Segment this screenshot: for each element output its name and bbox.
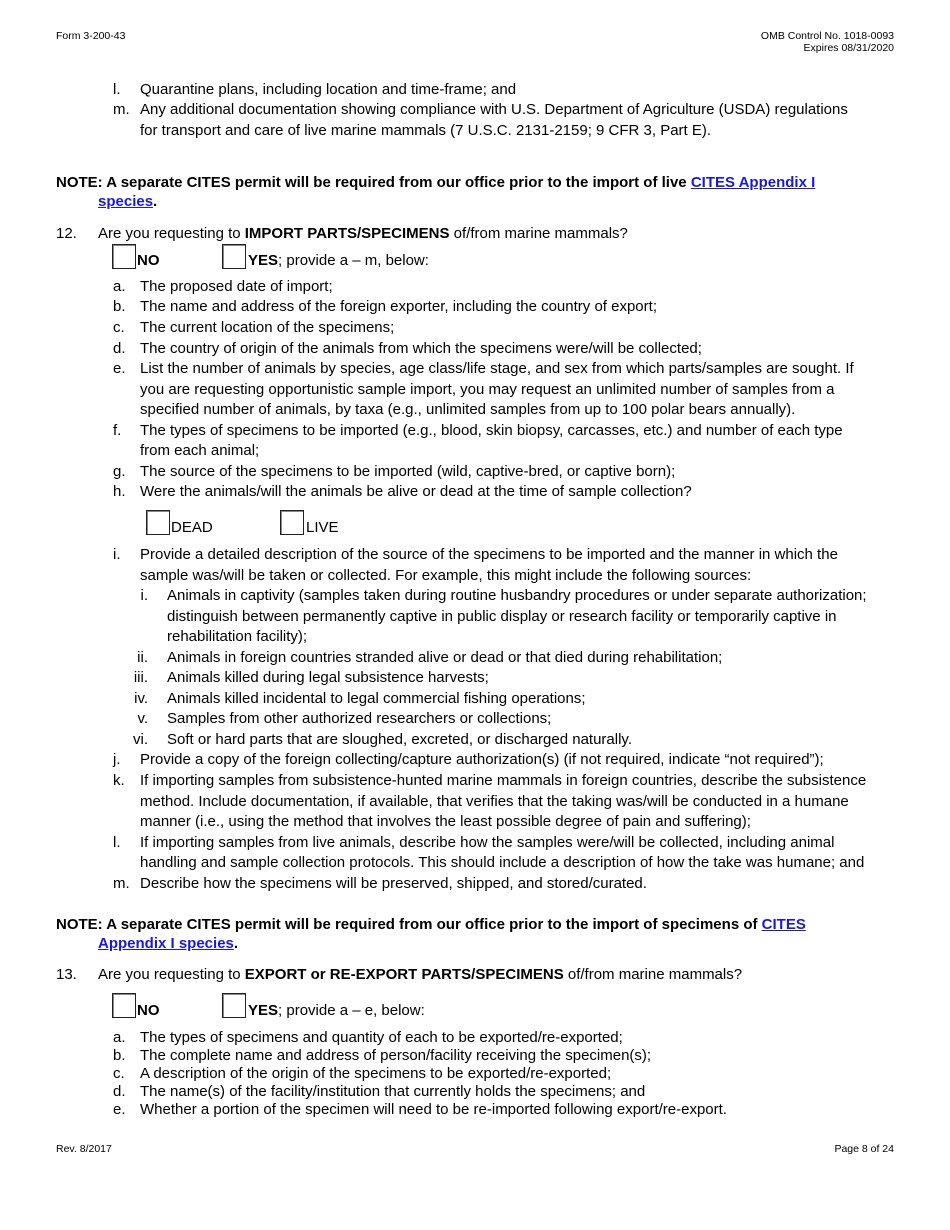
list-item-text: from each animal; — [140, 442, 260, 459]
list-item-text: The source of the specimens to be imported (wild, captive-bred, or captive born); — [140, 463, 676, 480]
sub-item-label: v. — [137, 710, 148, 727]
q12-no-checkbox[interactable] — [112, 244, 136, 269]
list-item-label: b. — [113, 1047, 126, 1064]
sub-item-text: Samples from other authorized researchers or collections; — [167, 710, 552, 727]
list-item-label: l. — [113, 834, 121, 851]
list-item-label: c. — [113, 1065, 125, 1082]
list-item-text: The complete name and address of person/facility receiving the specimen(s); — [140, 1047, 652, 1064]
list-item-label: m. — [113, 875, 130, 892]
sub-item-text: rehabilitation facility); — [167, 628, 308, 645]
sub-item-text: Animals killed incidental to legal commercial fishing operations; — [167, 690, 586, 707]
list-item-text: Provide a detailed description of the source of the specimens to be imported and the manner in which the — [140, 546, 838, 563]
q13-no-label: NO — [137, 1002, 160, 1019]
q13-yes-label: YES; provide a – e, below: — [248, 1002, 425, 1019]
sub-item-text: distinguish between permanently captive in public display or research facility or temporarily captive in — [167, 608, 837, 625]
list-item-label: m. — [113, 101, 130, 118]
list-item-text: The name(s) of the facility/institution that currently holds the specimens; and — [140, 1083, 646, 1100]
list-item-label: c. — [113, 319, 125, 336]
list-item-label: h. — [113, 483, 126, 500]
list-item-text: The name and address of the foreign exporter, including the country of export; — [140, 298, 657, 315]
list-item-label: e. — [113, 360, 126, 377]
list-item-text: The proposed date of import; — [140, 278, 333, 295]
list-item-text: Describe how the specimens will be preserved, shipped, and stored/curated. — [140, 875, 647, 892]
question-13-text: Are you requesting to EXPORT or RE-EXPORT PARTS/SPECIMENS of/from marine mammals? — [98, 966, 743, 983]
sub-item-label: ii. — [137, 649, 148, 666]
list-item-label: d. — [113, 1083, 126, 1100]
list-item-label: b. — [113, 298, 126, 315]
list-item-text: The types of specimens to be imported (e.g., blood, skin biopsy, carcasses, etc.) and number of each type — [140, 422, 843, 439]
omb-control-number: OMB Control No. 1018-0093 — [760, 30, 894, 42]
list-item-text: Whether a portion of the specimen will need to be re-imported following export/re-export. — [140, 1101, 727, 1118]
list-item-text: Any additional documentation showing compliance with U.S. Department of Agriculture (USDA) regulations — [140, 101, 848, 118]
list-item-text: Quarantine plans, including location and time-frame; and — [140, 81, 517, 98]
cites-note-continued: Appendix I species. — [98, 935, 239, 952]
list-item-text: A description of the origin of the specimens to be exported/re-exported; — [140, 1065, 612, 1082]
question-12-text: Are you requesting to IMPORT PARTS/SPECIMENS of/from marine mammals? — [98, 225, 628, 242]
list-item-label: i. — [113, 546, 121, 563]
q12-yes-checkbox[interactable] — [222, 244, 246, 269]
revision-date: Rev. 8/2017 — [56, 1143, 112, 1155]
sub-item-label: iv. — [134, 690, 148, 707]
q12-no-label: NO — [137, 252, 160, 269]
list-item-label: j. — [113, 751, 121, 768]
cites-species-link[interactable]: species — [98, 193, 154, 210]
dead-checkbox[interactable] — [146, 510, 170, 535]
sub-item-label: i. — [140, 587, 148, 604]
list-item-label: l. — [113, 81, 121, 98]
sub-item-label: vi. — [133, 731, 148, 748]
list-item-text: handling and sample collection protocols. This should include a description of how the take was humane; and — [140, 854, 865, 871]
sub-item-text: Animals in foreign countries stranded alive or dead or that died during rehabilitation; — [167, 649, 723, 666]
list-item-label: a. — [113, 278, 126, 295]
list-item-text: for transport and care of live marine mammals (7 U.S.C. 2131-2159; 9 CFR 3, Part E). — [140, 122, 712, 139]
question-number: 13. — [56, 966, 77, 983]
form-number: Form 3-200-43 — [56, 30, 126, 42]
live-label: LIVE — [306, 519, 339, 536]
q12-yes-label: YES; provide a – m, below: — [248, 252, 429, 269]
list-item-text: manner (i.e., using the method that involves the least possible degree of pain and suffering); — [140, 813, 751, 830]
list-item-text: If importing samples from live animals, describe how the samples were/will be collected, including animal — [140, 834, 835, 851]
cites-note-continued: species. — [98, 193, 158, 210]
list-item-label: k. — [113, 772, 125, 789]
list-item-text: specified number of animals, by taxa (e.g., unlimited samples from up to 100 polar bears annually). — [140, 401, 796, 418]
list-item-text: method. Include documentation, if available, that verifies that the taking was/will be conducted in a humane — [140, 793, 849, 810]
dead-label: DEAD — [171, 519, 213, 536]
sub-item-text: Soft or hard parts that are sloughed, excreted, or discharged naturally. — [167, 731, 632, 748]
cites-note: NOTE: A separate CITES permit will be required from our office prior to the import of specimens of CITES — [56, 916, 806, 933]
page-number: Page 8 of 24 — [834, 1143, 894, 1155]
cites-appendix-link[interactable]: CITES Appendix I — [690, 174, 816, 191]
sub-item-text: Animals in captivity (samples taken during routine husbandry procedures or under separate authorization; — [167, 587, 867, 604]
cites-appendix-species-link[interactable]: Appendix I species — [98, 935, 234, 952]
list-item-text: List the number of animals by species, age class/life stage, and sex from which parts/samples are sought. If — [140, 360, 854, 377]
cites-link[interactable]: CITES — [761, 916, 806, 933]
sub-item-label: iii. — [133, 669, 148, 686]
list-item-text: The country of origin of the animals from which the specimens were/will be collected; — [140, 340, 702, 357]
q13-yes-checkbox[interactable] — [222, 993, 246, 1018]
cites-note: NOTE: A separate CITES permit will be required from our office prior to the import of live CITES Appendix I — [56, 174, 816, 191]
list-item-label: g. — [113, 463, 126, 480]
list-item-text: The types of specimens and quantity of each to be exported/re-exported; — [140, 1029, 623, 1046]
list-item-text: Provide a copy of the foreign collecting/capture authorization(s) (if not required, indicate “not required”); — [140, 751, 824, 768]
list-item-label: f. — [113, 422, 122, 439]
list-item-text: you are requesting opportunistic sample import, you may request an unlimited number of samples from a — [140, 381, 835, 398]
list-item-label: a. — [113, 1029, 126, 1046]
sub-item-text: Animals killed during legal subsistence harvests; — [167, 669, 489, 686]
list-item-text: sample was/will be taken or collected. For example, this might include the following sources: — [140, 567, 752, 584]
expiration-date: Expires 08/31/2020 — [803, 42, 894, 54]
list-item-text: Were the animals/will the animals be alive or dead at the time of sample collection? — [140, 483, 692, 500]
question-number: 12. — [56, 225, 77, 242]
list-item-text: The current location of the specimens; — [140, 319, 395, 336]
list-item-label: e. — [113, 1101, 126, 1118]
live-checkbox[interactable] — [280, 510, 304, 535]
list-item-text: If importing samples from subsistence-hunted marine mammals in foreign countries, describe the subsistence — [140, 772, 867, 789]
q13-no-checkbox[interactable] — [112, 993, 136, 1018]
list-item-label: d. — [113, 340, 126, 357]
